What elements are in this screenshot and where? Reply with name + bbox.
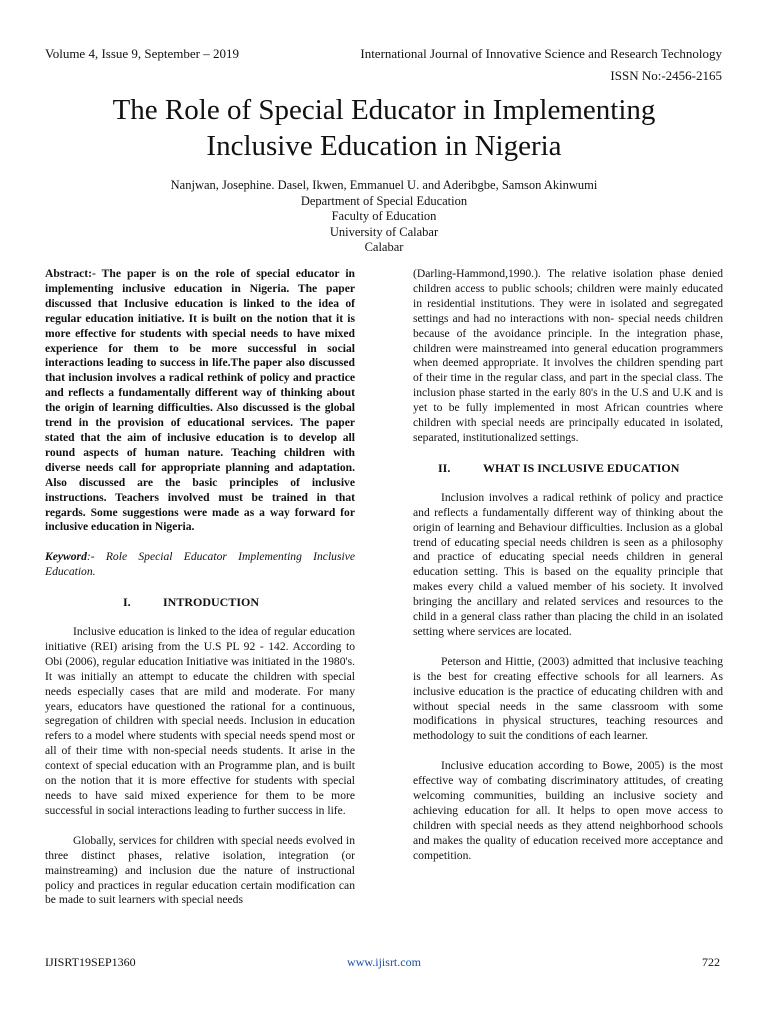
section-heading-inclusive-education <box>413 461 723 476</box>
continued-paragraph: (Darling-Hammond,1990.). The relative isolation phase denied children access to public schools; children were mainly educated in residential institutions. They were in isolated and segregated settings and had no interactions with non- special needs children because of the avoidance principle. In the integration phase, children were mainstreamed into general education programmers when deemed appropriate. It involves the children spending part of their time in the regular class, and part in the special class. The inclusion phase started in the early 80's in the U.S and U.K and is yet to be fully implemented in most African countries where children with special needs are principally educated in isolated, separated, institutionalized settings. <box>413 267 723 444</box>
author-block <box>40 178 728 256</box>
keyword-text: :- Role Special Educator Implementing Inclusive Education. <box>45 550 355 579</box>
body-paragraph-1: Inclusion involves a radical rethink of policy and practice and reflects a fundamentally different way of thinking about the origin of learning and Behaviour difficulties. Inclusion as a global trend of educating special needs children is seen as a philosophy and practice of educating special needs children in general education setting. This is based on the equality principle that makes every child a valued member of his society. It involved bringing the ancillary and related services and resources to the child in a general class rather than placing the child in an isolated setting where services are located. <box>413 490 723 638</box>
title-line-1: The Role of Special Educator in Implementing <box>112 94 656 126</box>
author-city: Calabar <box>364 240 404 254</box>
journal-name: International Journal of Innovative Science and Research Technology <box>360 46 722 61</box>
issn-number: ISSN No:-2456-2165 <box>610 68 722 83</box>
section-title: WHAT IS INCLUSIVE EDUCATION <box>483 460 680 475</box>
author-faculty: Faculty of Education <box>331 209 437 223</box>
section-number: I. <box>123 595 131 610</box>
author-department: Department of Special Education <box>300 193 468 208</box>
intro-paragraph-1: Inclusive education is linked to the idea of regular education initiative (REI) arising from the U.S PL 92 - 142. According to Obi (2006), regular education Initiative was initiated in the 1980's. It was initially an attempt to educate the children with special needs especially cases that are mild and moderate. For many years, educators have questioned the rational for a continuous, segregation of children with special needs. Inclusion in education refers to a model where students with special needs spend most or all of their time with non-special needs students. It arise in the context of special education with an Programme plan, and is built on the notion that it is more effective for students with special needs to have said mixed experience for them to be more successful in social interactions leading to further success in life. <box>45 625 355 817</box>
body-paragraph-3: Inclusive education according to Bowe, 2005) is the most effective way of combating discriminatory attitudes, of creating welcoming communities, building an inclusive society and achieving education for all. It helps to open move access to children with special needs as they attend neighborhood schools and makes the quality of education received more acceptance and competition. <box>413 759 723 862</box>
author-names: Nanjwan, Josephine. Dasel, Ikwen, Emmanuel U. and Aderibgbe, Samson Akinwumi <box>170 178 598 192</box>
section-number: II. <box>438 460 451 475</box>
title-line-2: Inclusive Education in Nigeria <box>206 130 562 162</box>
abstract: Abstract:- The paper is on the role of special educator in implementing inclusive education in Nigeria. The paper discussed that Inclusive education is linked to the idea of regular education initiative. It is built on the notion that it is more effective for students with special needs to have mixed experience for them to be more successful in social interactions leading to success in life.The paper also discussed that inclusion involves a radical rethink of policy and practice and reflects a fundamentally different way of thinking about the origin of learning difficulties. Also discussed is the global trend in the provision of educational services. The paper stated that the aim of inclusive education is to develop all round aspects of human nature. Teaching children with diverse needs call for appropriate planning and adaptation. Also discussed are the basic principles of inclusive instructions. Teachers involved must be trained in that regards. Some suggestions were made as a way forward for inclusive education in Nigeria. <box>45 267 355 534</box>
keyword-label: Keyword <box>45 550 87 564</box>
right-column <box>413 267 723 879</box>
keywords <box>45 550 355 580</box>
paper-id: IJISRT19SEP1360 <box>45 955 136 969</box>
section-title: INTRODUCTION <box>163 595 260 610</box>
volume-issue: Volume 4, Issue 9, September – 2019 <box>45 46 240 61</box>
intro-paragraph-2: Globally, services for children with special needs evolved in three distinct phases, relative isolation, integration (or mainstreaming) and inclusion due the nature of instructional policy and practices in regular education certain modification can be made to suit learners with special needs <box>45 833 355 907</box>
journal-website-link[interactable]: www.ijisrt.com <box>347 955 421 969</box>
author-university: University of Calabar <box>329 224 439 239</box>
left-column <box>45 267 355 923</box>
paper-title <box>40 92 728 164</box>
page-number: 722 <box>702 955 720 969</box>
body-paragraph-2: Peterson and Hittie, (2003) admitted that inclusive teaching is the best for creating effective schools for all learners. As inclusive education is the practice of educating children with and without special needs in the same classroom with some modifications in physical structures, teaching resources and methodology to suit the conditions of each learner. <box>413 654 723 743</box>
section-heading-introduction <box>45 595 355 610</box>
